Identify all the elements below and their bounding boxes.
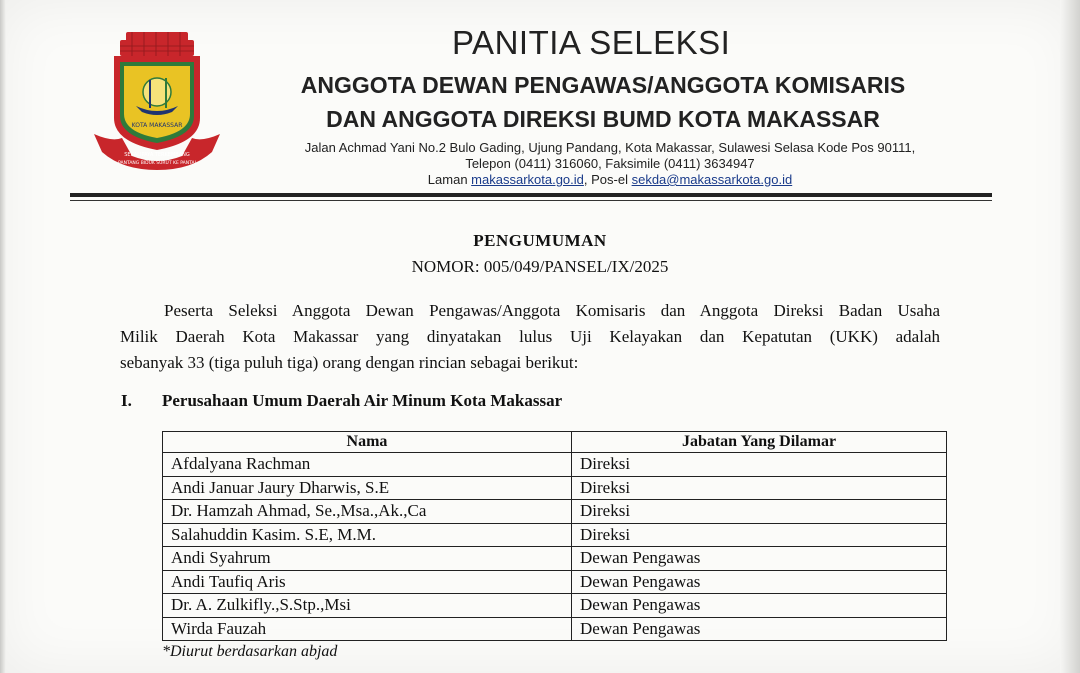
table-row [163, 594, 947, 618]
table-row [163, 453, 947, 477]
cell-position: Direksi [572, 476, 947, 500]
cell-position: Dewan Pengawas [572, 570, 947, 594]
letterhead-subtitle-2: DAN ANGGOTA DIREKSI BUMD KOTA MAKASSAR [326, 106, 880, 132]
cell-name: Salahuddin Kasim. S.E, M.M. [163, 523, 572, 547]
cell-position: Dewan Pengawas [572, 594, 947, 618]
cell-position: Direksi [572, 500, 947, 524]
table-footnote: *Diurut berdasarkan abjad [162, 643, 338, 660]
cell-position: Direksi [572, 523, 947, 547]
table-row [163, 570, 947, 594]
web-prefix: Laman [427, 172, 472, 187]
cell-position: Direksi [572, 453, 947, 477]
crest-crown [120, 32, 194, 56]
cell-name: Andi Taufiq Aris [163, 570, 572, 594]
website-link[interactable]: makassarkota.go.id [471, 172, 584, 187]
svg-text:KOTA MAKASSAR: KOTA MAKASSAR [131, 122, 183, 129]
table-row [163, 547, 947, 571]
cell-position: Dewan Pengawas [572, 617, 947, 641]
table-row [163, 476, 947, 500]
letterhead-address [240, 140, 980, 188]
table-row [163, 500, 947, 524]
announcement-heading: PENGUMUMAN [473, 231, 607, 250]
header-name: Nama [163, 432, 572, 453]
letterhead-subtitle-1: ANGGOTA DEWAN PENGAWAS/ANGGOTA KOMISARIS [300, 72, 906, 98]
address-line-2: Telepon (0411) 316060, Faksimile (0411) 3634947 [465, 156, 755, 171]
header-position: Jabatan Yang Dilamar [572, 432, 947, 453]
address-line-3 [240, 172, 980, 188]
svg-text:PANTANG BIDUK SURUT KE PANTAI: PANTANG BIDUK SURUT KE PANTAI [118, 161, 196, 166]
cell-position: Dewan Pengawas [572, 547, 947, 571]
table-row [163, 617, 947, 641]
body-line-3: sebanyak 33 (tiga puluh tiga) orang dengan rincian sebagai berikut: [120, 353, 579, 372]
cell-name: Dr. A. Zulkifly.,S.Stp.,Msi [163, 594, 572, 618]
email-prefix: , Pos-el [583, 172, 632, 187]
announcement-number: NOMOR: 005/049/PANSEL/IX/2025 [411, 257, 669, 276]
letterhead-divider-thin [70, 200, 992, 201]
body-line-2: Milik Daerah Kota Makassar yang dinyatakan lulus Uji Kelayakan dan Kepatutan (UKK) adalah [120, 327, 940, 346]
section-number: I. [121, 391, 132, 410]
letterhead-title: PANITIA SELEKSI [452, 24, 731, 61]
city-crest-logo [92, 30, 222, 170]
cell-name: Andi Januar Jaury Dharwis, S.E [163, 476, 572, 500]
address-line-1: Jalan Achmad Yani No.2 Bulo Gading, Ujung Pandang, Kota Makassar, Sulawesi Selasa Kode Pos 90111, [304, 140, 916, 155]
candidate-table [162, 431, 947, 641]
page-edge-right [1060, 0, 1080, 673]
page-edge-left [0, 0, 6, 673]
email-link[interactable]: sekda@makassarkota.go.id [631, 172, 793, 187]
table-header-row [163, 432, 947, 453]
section-title: Perusahaan Umum Daerah Air Minum Kota Makassar [162, 391, 563, 410]
cell-name: Andi Syahrum [163, 547, 572, 571]
cell-name: Afdalyana Rachman [163, 453, 572, 477]
cell-name: Wirda Fauzah [163, 617, 572, 641]
cell-name: Dr. Hamzah Ahmad, Se.,Msa.,Ak.,Ca [163, 500, 572, 524]
body-line-1: Peserta Seleksi Anggota Dewan Pengawas/Anggota Komisaris dan Anggota Direksi Badan Usaha [164, 301, 940, 320]
table-row [163, 523, 947, 547]
announcement-body [120, 298, 940, 376]
svg-text:SEKALIPAYA TERKEMBANG: SEKALIPAYA TERKEMBANG [124, 152, 190, 158]
letterhead-divider-thick [70, 193, 992, 197]
